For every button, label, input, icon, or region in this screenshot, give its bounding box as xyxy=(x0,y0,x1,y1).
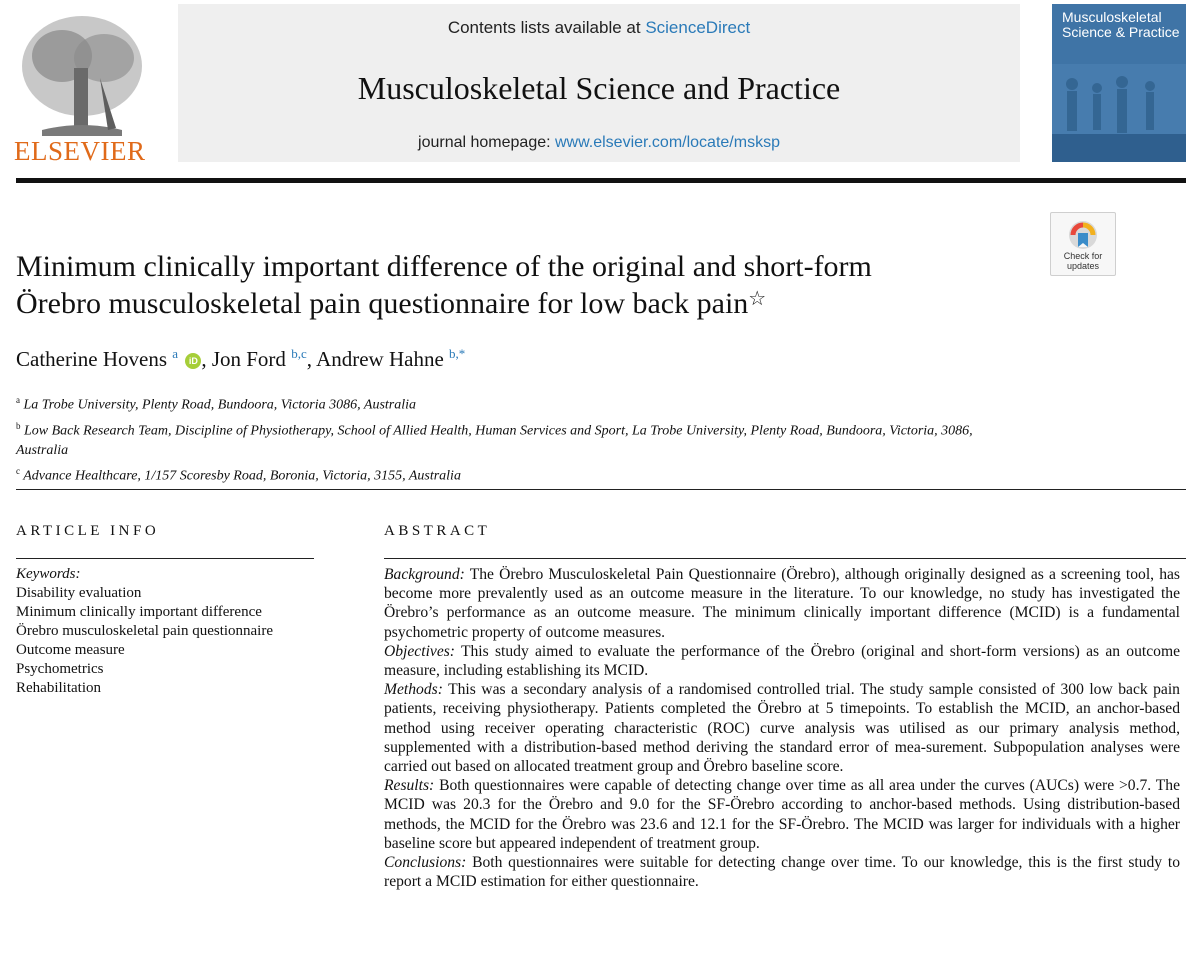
keyword-item: Disability evaluation xyxy=(16,585,142,601)
abstract-section-methods xyxy=(384,680,1180,776)
author-name[interactable]: Jon Ford xyxy=(211,347,286,371)
keyword-item: Örebro musculoskeletal pain questionnaire xyxy=(16,623,274,639)
article-info-heading: ARTICLE INFO xyxy=(16,523,160,539)
publisher-name: ELSEVIER xyxy=(14,136,146,166)
check-for-updates-label: Check for updates xyxy=(1063,251,1103,271)
abstract-rule xyxy=(384,558,1186,559)
keyword-item: Minimum clinically important difference xyxy=(16,604,262,620)
journal-cover[interactable] xyxy=(1052,4,1186,162)
abstract-section-conclusions xyxy=(384,853,1180,891)
keyword-item: Psychometrics xyxy=(16,661,104,677)
abstract-label: Conclusions: xyxy=(384,854,467,872)
affiliation-label: b xyxy=(16,420,21,431)
abstract-text: This study aimed to evaluate the performance of the Örebro (original and short-form versions) as an outcome measure, including establishing its MCID. xyxy=(384,642,1180,680)
elsevier-logo[interactable] xyxy=(12,8,152,168)
orcid-icon[interactable]: iD xyxy=(185,353,201,369)
abstract-label: Results: xyxy=(384,777,435,795)
title-line-1: Minimum clinically important difference of the original and short-form xyxy=(16,250,872,283)
author-affiliation-link[interactable]: a xyxy=(172,346,179,361)
article-info-rule xyxy=(16,558,314,559)
abstract-label: Background: xyxy=(384,566,465,583)
abstract-text: Both questionnaires were suitable for detecting change over time. To our knowledge, this is the first study to report a MCID estimation for either questionnaire. xyxy=(384,854,1180,891)
cover-figures-icon xyxy=(1052,64,1186,162)
check-for-updates-badge[interactable] xyxy=(1050,212,1116,276)
affiliation-text: Low Back Research Team, Discipline of Physiotherapy, School of Allied Health, Human Services and Sport, La Trobe University, Plenty Road, Bundoora, Victoria, 3086, Australia xyxy=(16,423,973,459)
affiliation-list xyxy=(16,390,1026,487)
abstract-section-objectives xyxy=(384,642,1180,680)
abstract-text: Both questionnaires were capable of detecting change over time as all area under the curves (AUCs) were >0.7. The MCID was 20.3 for the Örebro and 9.0 for the SF-Örebro according to anchor-based methods. Using distribution-based methods, the MCID for the Örebro was 23.6 and 12.1 for the SF-Örebro. The MCID was larger for individuals with a higher baseline score but appeared independent of treatment group. xyxy=(384,777,1180,852)
contents-line xyxy=(178,18,1020,38)
author-affiliation-link[interactable]: b,* xyxy=(449,346,466,361)
affiliation-label: a xyxy=(16,395,20,405)
cover-title-line1: Musculoskeletal xyxy=(1062,9,1162,25)
keywords-label: Keywords: xyxy=(16,566,81,582)
abstract-label: Methods: xyxy=(384,681,443,699)
affiliation-text: Advance Healthcare, 1/157 Scoresby Road, Boronia, Victoria, 3155, Australia xyxy=(23,468,461,484)
abstract-section-results xyxy=(384,776,1180,853)
keywords-list xyxy=(16,565,273,698)
title-line-2: Örebro musculoskeletal pain questionnaire for low back pain xyxy=(16,287,749,320)
journal-banner xyxy=(178,4,1020,162)
author-name[interactable]: Catherine Hovens xyxy=(16,347,168,371)
abstract-section-background xyxy=(384,565,1180,642)
homepage-prefix: journal homepage: xyxy=(418,134,555,151)
abstract-heading: ABSTRACT xyxy=(384,523,491,539)
title-footnote-mark[interactable]: ☆ xyxy=(748,288,767,310)
section-divider xyxy=(16,489,1186,490)
article-title xyxy=(16,248,1016,322)
cover-title-line2: Science & Practice xyxy=(1062,24,1180,40)
journal-homepage-link[interactable]: www.elsevier.com/locate/msksp xyxy=(555,134,780,151)
abstract-label: Objectives: xyxy=(384,642,456,660)
crossmark-icon xyxy=(1067,219,1099,251)
journal-title: Musculoskeletal Science and Practice xyxy=(357,70,841,106)
author-name[interactable]: Andrew Hahne xyxy=(316,347,444,371)
affiliation-item xyxy=(16,461,1026,487)
affiliation-item xyxy=(16,416,1026,462)
abstract-body xyxy=(384,565,1180,891)
sciencedirect-link[interactable]: ScienceDirect xyxy=(645,18,751,37)
author-affiliation-link[interactable]: b,c xyxy=(291,346,307,361)
affiliation-label: c xyxy=(16,466,20,477)
header-divider xyxy=(16,178,1186,183)
author-list: Catherine Hovens $^a$ iD , Jon Ford $^{b,c}$, Andrew Hahne $^{b,*}$ xyxy=(16,346,466,371)
cover-title xyxy=(1062,10,1180,40)
abstract-text: The Örebro Musculoskeletal Pain Questionnaire (Örebro), although originally designed as a screening tool, has become more prevalently used as an outcome measure in the literature. To our knowledge, no study has investigated the Örebro’s performance as an outcome measure. The minimum clinically important difference (MCID) is a fundamental psychometric property of outcome measures. xyxy=(384,566,1180,641)
contents-prefix: Contents lists available at xyxy=(447,18,646,37)
homepage-line xyxy=(178,134,1020,152)
abstract-text: This was a secondary analysis of a randomised controlled trial. The study sample consisted of 300 low back pain patients, receiving physiotherapy. Patients completed the Örebro at 5 timepoints. To establish the MCID, an anchor-based method using receiver operating characteristic (ROC) curve analysis was utilised as our primary analysis method, supplemented with a distribution-based method deriving the standard error of mea-surement. Subpopulation analyses were carried out based on allocated treatment group and Örebro baseline score. xyxy=(384,681,1180,776)
keyword-item: Rehabilitation xyxy=(16,680,101,696)
keyword-item: Outcome measure xyxy=(16,642,125,658)
affiliation-text: La Trobe University, Plenty Road, Bundoora, Victoria 3086, Australia xyxy=(23,397,417,413)
affiliation-item xyxy=(16,390,1026,416)
